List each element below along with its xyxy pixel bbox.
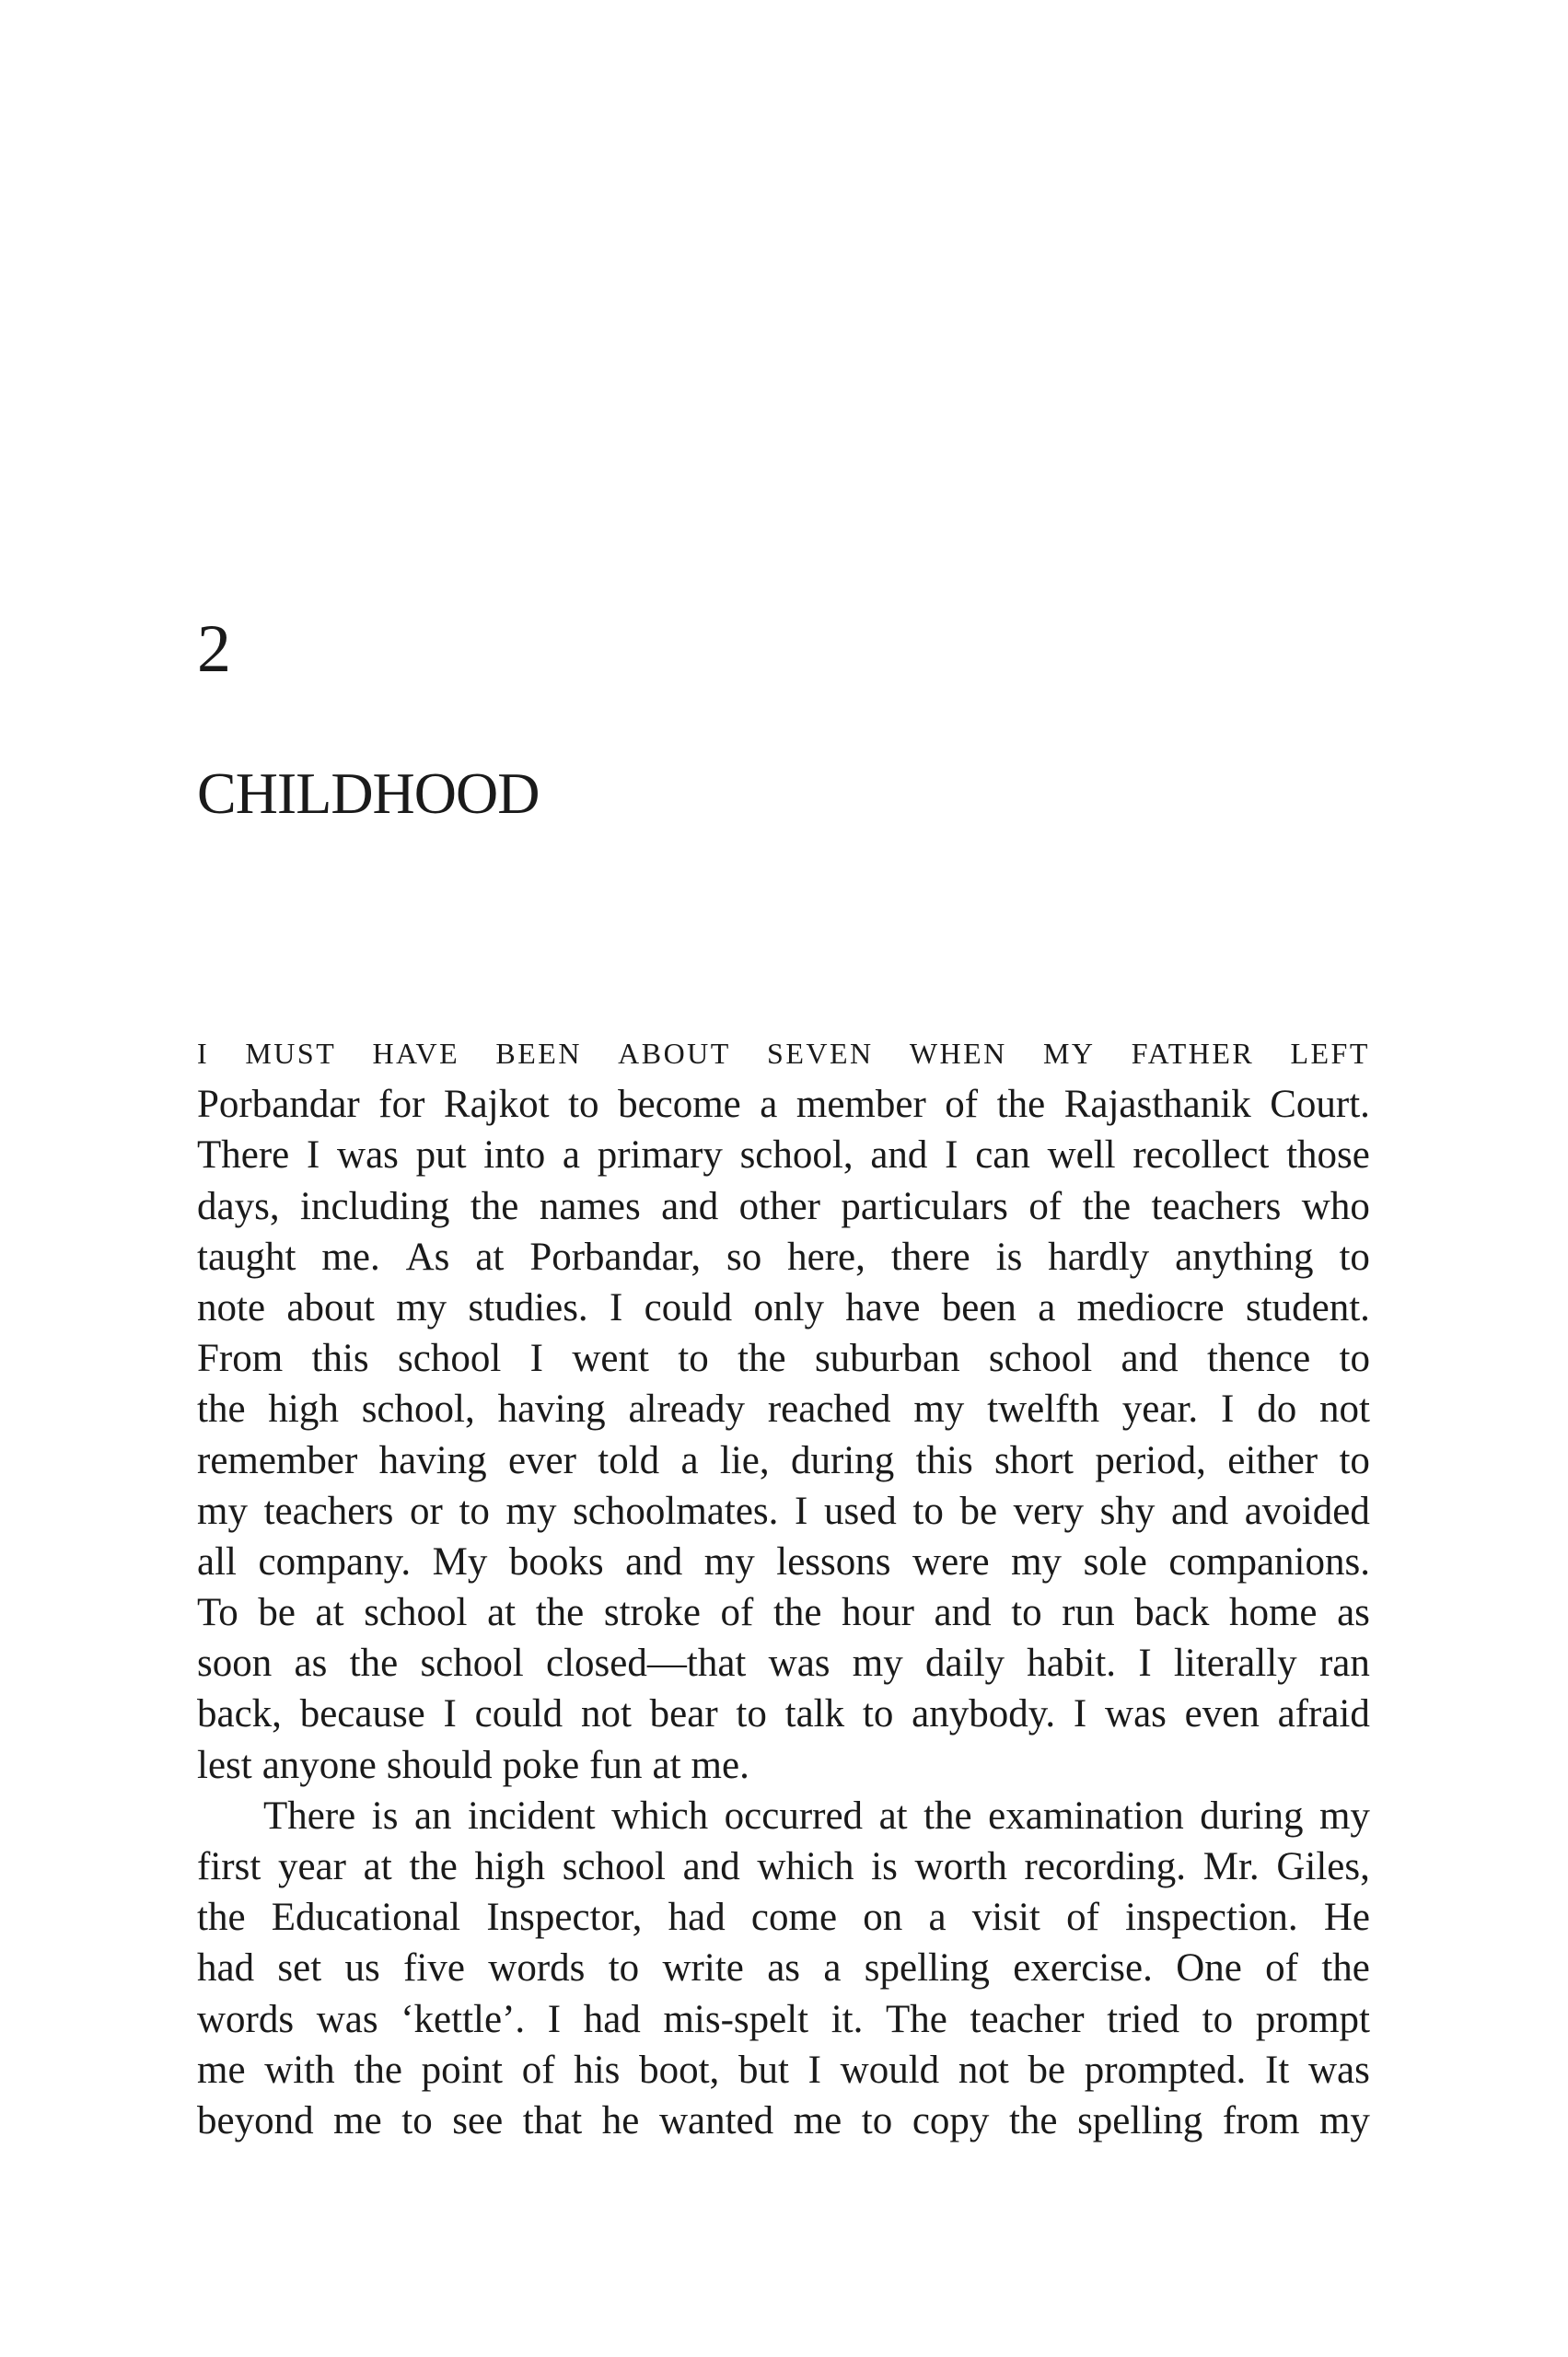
text-line: lest anyone should poke fun at me. [197,1743,749,1787]
paragraph [197,1791,1370,2146]
text-line: beyond me to see that he wanted me to copy the spelling from my [197,2098,1370,2142]
chapter-number: 2 [197,611,231,687]
text-line: taught me. As at Porbandar, so here, there is hardly anything to [197,1235,1370,1279]
text-line: had set us five words to write as a spelling exercise. One of the [197,1946,1370,1991]
text-line: days, including the names and other particulars of the teachers who [197,1184,1370,1228]
text-line: There I was put into a primary school, and I can well recollect those [197,1133,1370,1178]
text-line: remember having ever told a lie, during this short period, either to [197,1438,1370,1482]
text-line: back, because I could not bear to talk to anybody. I was even afraid [197,1692,1370,1736]
text-line: the high school, having already reached my twelfth year. I do not [197,1387,1370,1432]
chapter-title: CHILDHOOD [197,761,540,826]
chapter-body [197,1028,1370,2146]
text-line: I MUST HAVE BEEN ABOUT SEVEN WHEN MY FATHER LEFT [197,1037,1370,1070]
paragraph [197,1028,1370,1791]
text-line: To be at school at the stroke of the hour and to run back home as [197,1591,1370,1635]
text-line: my teachers or to my schoolmates. I used to be very shy and avoided [197,1489,1370,1533]
text-line: From this school I went to the suburban school and thence to [197,1337,1370,1381]
text-line: There is an incident which occurred at the examination during my [263,1794,1370,1838]
text-line: first year at the high school and which is worth recording. Mr. Giles, [197,1845,1370,1888]
text-line: all company. My books and my lessons were my sole companions. [197,1539,1370,1584]
text-line: Porbandar for Rajkot to become a member of the Rajasthanik Court. [197,1083,1370,1127]
text-line: the Educational Inspector, had come on a visit of inspection. He [197,1896,1370,1940]
text-line: me with the point of his boot, but I would not be prompted. It was [197,2048,1370,2092]
text-line: soon as the school closed—that was my daily habit. I literally ran [197,1642,1370,1686]
text-line: words was ‘kettle’. I had mis-spelt it. The teacher tried to prompt [197,1997,1370,2041]
text-line: note about my studies. I could only have been a mediocre student. [197,1285,1370,1329]
